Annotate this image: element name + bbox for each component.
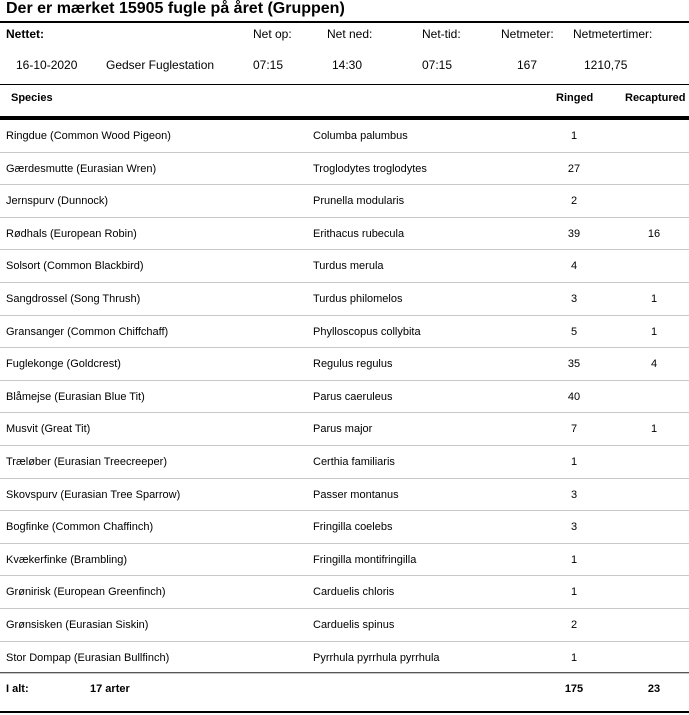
bottom-rule — [0, 711, 689, 713]
recaptured-count: 4 — [650, 358, 658, 371]
label-netmeter: Netmeter: — [501, 27, 554, 41]
latin-name: Passer montanus — [313, 488, 399, 501]
table-row — [0, 413, 689, 446]
ringed-count: 3 — [570, 488, 578, 501]
ringed-count: 27 — [567, 162, 581, 175]
value-net-ned: 14:30 — [332, 58, 363, 72]
label-netmetertimer: Netmetertimer: — [573, 27, 653, 41]
table-row — [0, 153, 689, 186]
table-row — [0, 642, 689, 675]
totals-species-count: 17 arter — [90, 683, 130, 695]
species-name: Ringdue (Common Wood Pigeon) — [6, 130, 171, 142]
totals-label: I alt: — [6, 683, 29, 695]
species-name: Jernspurv (Dunnock) — [6, 195, 109, 208]
table-row — [0, 479, 689, 512]
latin-name: Erithacus rubecula — [313, 227, 405, 240]
label-net-op: Net op: — [253, 27, 292, 41]
table-row — [0, 446, 689, 479]
title-rule — [0, 21, 689, 23]
latin-name: Parus major — [313, 423, 373, 436]
latin-name: Pyrrhula pyrrhula pyrrhula — [313, 651, 440, 664]
ringed-count: 1 — [570, 586, 578, 599]
table-row — [0, 381, 689, 414]
latin-name: Regulus regulus — [313, 358, 393, 371]
latin-name: Fringilla montifringilla — [313, 553, 417, 566]
table-row — [0, 544, 689, 577]
ringed-count: 4 — [570, 260, 578, 273]
ringed-count: 1 — [570, 553, 578, 566]
latin-name: Prunella modularis — [313, 195, 405, 208]
value-station: Gedser Fuglestation — [106, 58, 215, 72]
latin-name: Fringilla coelebs — [313, 521, 393, 534]
value-date: 16-10-2020 — [16, 58, 78, 72]
label-net-ned: Net ned: — [327, 27, 373, 41]
species-name: Bogfinke (Common Chaffinch) — [6, 521, 154, 534]
column-header-recaptured: Recaptured — [625, 92, 686, 104]
species-name: Blåmejse (Eurasian Blue Tit) — [6, 390, 145, 403]
species-name: Grønirisk (European Greenfinch) — [6, 586, 166, 599]
ringed-count: 1 — [570, 130, 578, 142]
ringed-count: 2 — [570, 195, 578, 208]
table-row — [0, 185, 689, 218]
ringed-count: 40 — [567, 390, 581, 403]
report-title: Der er mærket 15905 fugle på året (Gruppen) — [6, 0, 345, 17]
value-netmeter: 167 — [517, 58, 538, 72]
species-name: Skovspurv (Eurasian Tree Sparrow) — [6, 488, 181, 501]
totals-rule — [0, 672, 689, 673]
species-name: Rødhals (European Robin) — [6, 227, 137, 240]
table-row — [0, 316, 689, 349]
ringed-count: 5 — [570, 325, 578, 338]
table-row — [0, 609, 689, 642]
ringed-count: 3 — [570, 521, 578, 534]
recaptured-count: 1 — [650, 423, 658, 436]
latin-name: Parus caeruleus — [313, 390, 393, 403]
species-name: Musvit (Great Tit) — [6, 423, 91, 436]
ringed-count: 2 — [570, 619, 578, 631]
label-nettet: Nettet: — [6, 27, 44, 41]
totals-recaptured: 23 — [647, 683, 661, 695]
recaptured-count: 1 — [650, 293, 658, 305]
recaptured-count: 1 — [650, 325, 658, 338]
species-name: Grønsisken (Eurasian Siskin) — [6, 619, 149, 631]
latin-name: Certhia familiaris — [313, 456, 395, 468]
latin-name: Carduelis spinus — [313, 619, 395, 631]
latin-name: Carduelis chloris — [313, 586, 395, 599]
species-name: Kvækerfinke (Brambling) — [6, 553, 128, 566]
species-name: Solsort (Common Blackbird) — [6, 260, 144, 273]
value-netmetertimer: 1210,75 — [584, 58, 628, 72]
ringed-count: 7 — [570, 423, 578, 436]
latin-name: Turdus philomelos — [313, 293, 403, 305]
ringed-count: 1 — [570, 651, 578, 664]
ringed-count: 39 — [567, 227, 581, 240]
ringed-count: 35 — [567, 358, 581, 371]
table-row — [0, 283, 689, 316]
column-header-ringed: Ringed — [556, 92, 594, 104]
latin-name: Troglodytes troglodytes — [313, 162, 427, 175]
species-name: Gærdesmutte (Eurasian Wren) — [6, 162, 157, 175]
species-name: Træløber (Eurasian Treecreeper) — [6, 456, 167, 468]
table-row — [0, 120, 689, 153]
recaptured-count: 16 — [647, 227, 661, 240]
table-row — [0, 218, 689, 251]
latin-name: Phylloscopus collybita — [313, 325, 421, 338]
ringed-count: 1 — [570, 456, 578, 468]
species-name: Fuglekonge (Goldcrest) — [6, 358, 121, 371]
value-net-tid: 07:15 — [422, 58, 453, 72]
header-rule — [0, 84, 689, 85]
label-net-tid: Net-tid: — [422, 27, 461, 41]
species-name: Stor Dompap (Eurasian Bullfinch) — [6, 651, 170, 664]
column-header-species: Species — [11, 92, 53, 104]
table-row — [0, 576, 689, 609]
totals-ringed: 175 — [564, 683, 584, 695]
latin-name: Turdus merula — [313, 260, 384, 273]
species-name: Gransanger (Common Chiffchaff) — [6, 325, 169, 338]
latin-name: Columba palumbus — [313, 130, 408, 142]
value-net-op: 07:15 — [253, 58, 284, 72]
table-row — [0, 511, 689, 544]
ringed-count: 3 — [570, 293, 578, 305]
table-row — [0, 250, 689, 283]
table-row — [0, 348, 689, 381]
species-name: Sangdrossel (Song Thrush) — [6, 293, 141, 305]
